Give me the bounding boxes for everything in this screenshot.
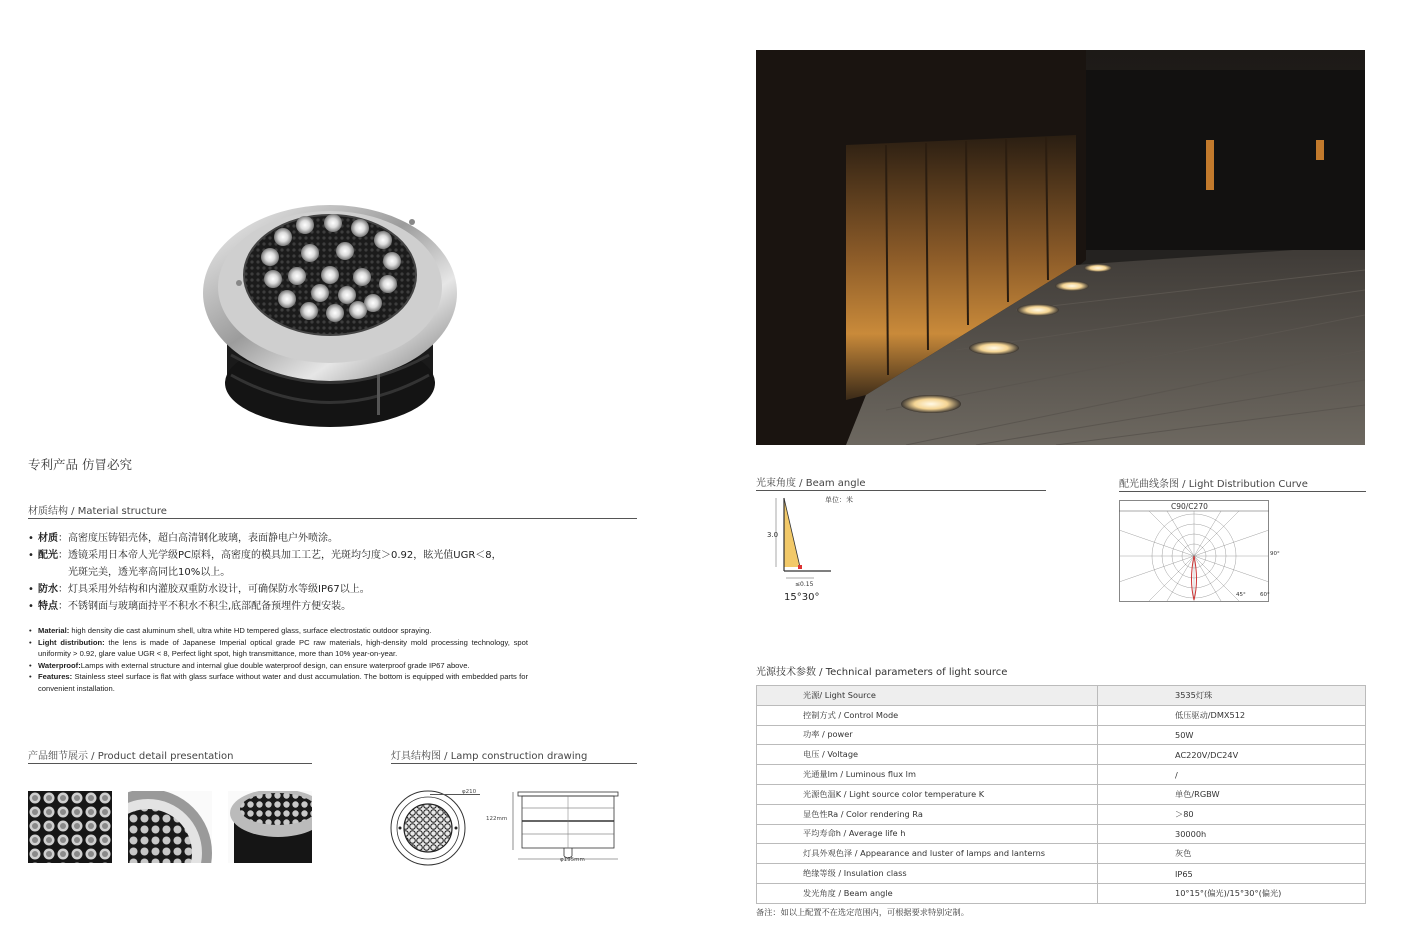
beam-section-title: 光束角度 / Beam angle — [756, 478, 866, 489]
cn-item-light: • 配光：透镜采用日本帝人光学级PC原料，高密度的模具加工工艺，光斑均匀度＞0.92，眩光值UGR＜8， — [28, 547, 628, 564]
material-cn-list — [28, 530, 628, 615]
table-row — [757, 725, 1366, 745]
param-value: ＞80 — [1098, 804, 1366, 824]
table-row — [757, 804, 1366, 824]
param-name: 光源/ Light Source — [757, 686, 1098, 706]
beam-unit-label: 单位：米 — [825, 496, 853, 504]
material-en-list — [28, 625, 528, 694]
distribution-curve-chart — [1119, 500, 1269, 602]
param-name: 显色性Ra / Color rendering Ra — [757, 804, 1098, 824]
param-value: 50W — [1098, 725, 1366, 745]
beam-angle-diagram — [770, 495, 840, 590]
param-name: 平均寿命h / Average life h — [757, 824, 1098, 844]
detail-section-title: 产品细节展示 / Product detail presentation — [28, 751, 234, 762]
application-photo — [756, 50, 1365, 445]
table-row — [757, 864, 1366, 884]
param-name: 绝缘等级 / Insulation class — [757, 864, 1098, 884]
table-row — [757, 883, 1366, 903]
param-name: 电压 / Voltage — [757, 745, 1098, 765]
param-name: 发光角度 / Beam angle — [757, 883, 1098, 903]
table-row — [757, 745, 1366, 765]
beam-angle-value: 15°30° — [784, 592, 820, 603]
cn-item-features: • 特点：不锈钢面与玻璃面持平不积水不积尘,底部配备预埋件方便安装。 — [28, 598, 628, 615]
param-value: IP65 — [1098, 864, 1366, 884]
en-item-light: • Light distribution: the lens is made of Japanese Imperial optical grade PC raw materials, high-density mold processing technology, spot uniformity > 0.92, glare value UGR < 8, Perfect light spot, high transmittance, more than 10% year-on-year. — [28, 637, 528, 660]
param-value: 30000h — [1098, 824, 1366, 844]
curve-section-title: 配光曲线条图 / Light Distribution Curve — [1119, 479, 1308, 490]
param-name: 功率 / power — [757, 725, 1098, 745]
param-value: 3535灯珠 — [1098, 686, 1366, 706]
material-section-title: 材质结构 / Material structure — [28, 506, 167, 517]
curve-c-label: C90/C270 — [1171, 502, 1208, 511]
en-item-waterproof: • Waterproof:Lamps with external structure and internal glue double waterproof design, can ensure waterproof grade IP67 above. — [28, 660, 528, 672]
detail-thumb-1 — [28, 791, 112, 863]
lamp-side-view — [510, 788, 622, 862]
drawing-divider — [391, 763, 637, 764]
table-row — [757, 844, 1366, 864]
dim-bottom-diameter: φ195mm — [560, 857, 585, 863]
drawing-section-title: 灯具结构图 / Lamp construction drawing — [391, 751, 588, 762]
en-item-features: • Features: Stainless steel surface is flat with glass surface without water and dust accumulation. The bottom is equipped with embedded parts for convenient installation. — [28, 671, 528, 694]
detail-divider — [28, 763, 312, 764]
curve-divider — [1119, 491, 1366, 492]
lamp-top-view — [388, 788, 468, 868]
param-name: 控制方式 / Control Mode — [757, 705, 1098, 725]
product-main-image — [195, 175, 465, 440]
beam-width-label: ≤0.15 — [795, 581, 814, 588]
detail-thumb-2 — [128, 791, 212, 863]
param-name: 光源色温K / Light source color temperature K — [757, 784, 1098, 804]
beam-divider — [756, 490, 1046, 491]
en-item-material: • Material: high density die cast aluminum shell, ultra white HD tempered glass, surface electrostatic outdoor spraying. — [28, 625, 528, 637]
param-name: 光通量lm / Luminous flux lm — [757, 765, 1098, 785]
cn-item-light-cont: 光斑完美，透光率高同比10%以上。 — [68, 567, 231, 578]
params-table — [756, 685, 1366, 904]
param-value: 灰色 — [1098, 844, 1366, 864]
material-divider — [28, 518, 637, 519]
curve-90-label: 90° — [1270, 551, 1280, 557]
cn-item-material: • 材质：高密度压铸铝壳体，超白高清钢化玻璃，表面静电户外喷涂。 — [28, 530, 628, 547]
param-value: 低压驱动/DMX512 — [1098, 705, 1366, 725]
param-name: 灯具外观色泽 / Appearance and luster of lamps and lanterns — [757, 844, 1098, 864]
cn-item-waterproof: • 防水：灯具采用外结构和内灌胶双重防水设计，可确保防水等级IP67以上。 — [28, 581, 628, 598]
param-value: 10°15°(偏光)/15°30°(偏光) — [1098, 883, 1366, 903]
remark-note: 备注：如以上配置不在选定范围内，可根据要求特别定制。 — [756, 907, 969, 917]
table-row — [757, 784, 1366, 804]
param-value: / — [1098, 765, 1366, 785]
dim-height: 122mm — [486, 816, 508, 822]
curve-60-label: 60° — [1260, 592, 1270, 598]
table-row — [757, 705, 1366, 725]
table-row — [757, 765, 1366, 785]
params-section-title: 光源技术参数 / Technical parameters of light source — [756, 667, 1008, 678]
dim-top-diameter: φ210 — [462, 789, 477, 795]
table-row — [757, 824, 1366, 844]
patent-notice: 专利产品 仿冒必究 — [28, 457, 132, 472]
detail-thumb-3 — [228, 791, 312, 863]
curve-45-label: 45° — [1236, 592, 1246, 598]
param-value: AC220V/DC24V — [1098, 745, 1366, 765]
table-row — [757, 686, 1366, 706]
beam-height-label: 3.0 — [767, 531, 779, 539]
param-value: 单色/RGBW — [1098, 784, 1366, 804]
